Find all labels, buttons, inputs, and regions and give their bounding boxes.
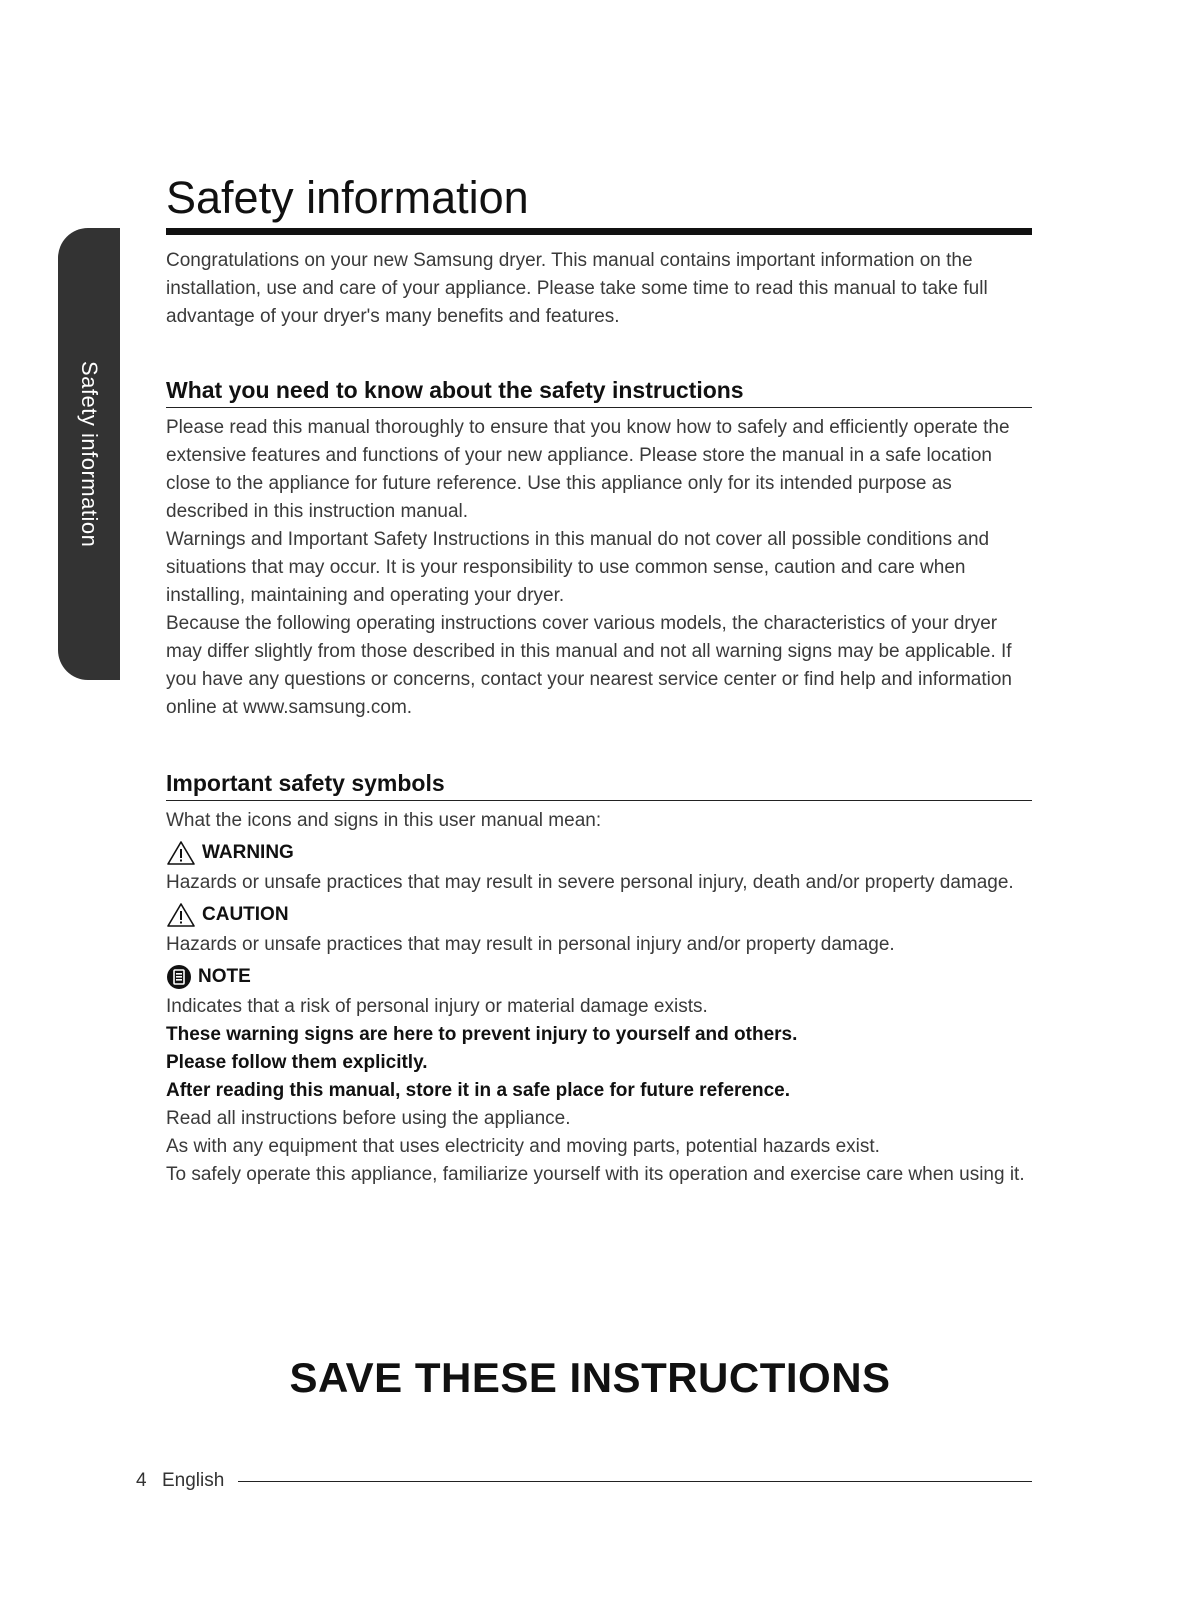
closing-line: As with any equipment that uses electricity and moving parts, potential hazards exist. (166, 1136, 880, 1157)
closing-line: Read all instructions before using the appliance. (166, 1108, 571, 1129)
side-tab (58, 228, 120, 680)
emphasis-line: These warning signs are here to prevent injury to yourself and others. (166, 1024, 798, 1045)
save-instructions-banner: SAVE THESE INSTRUCTIONS (289, 1354, 891, 1401)
page-language: English (162, 1470, 225, 1491)
closing-line: To safely operate this appliance, familiarize yourself with its operation and exercise care when using it. (166, 1164, 1025, 1185)
warning-label-text: WARNING (202, 842, 294, 863)
note-text: Indicates that a risk of personal injury or material damage exists. (166, 996, 708, 1017)
paragraph: Because the following operating instructions cover various models, the characteristics of your dryer may differ slightly from those described in this manual and not all warning signs may be applicable. If you have any questions or concerns, contact your nearest service center or find help and information online at www.samsung.com. (166, 613, 1012, 718)
caution-label (166, 899, 1032, 931)
emphasis-line: After reading this manual, store it in a safe place for future reference. (166, 1080, 791, 1101)
warning-triangle-icon (166, 840, 196, 866)
caution-text: Hazards or unsafe practices that may result in personal injury and/or property damage. (166, 934, 895, 955)
side-tab-label: Safety information (77, 360, 102, 548)
section-safety-symbols (166, 768, 1032, 1189)
warning-label (166, 837, 1032, 869)
caution-label-text: CAUTION (202, 904, 289, 925)
section-safety-instructions (166, 375, 1032, 722)
warning-text: Hazards or unsafe practices that may result in severe personal injury, death and/or property damage. (166, 872, 1014, 893)
warning-triangle-icon (166, 902, 196, 928)
note-icon (166, 964, 192, 990)
emphasis-line: Please follow them explicitly. (166, 1052, 428, 1073)
page-title: Safety information (166, 172, 1032, 235)
page-content (166, 172, 1032, 1189)
section-heading: What you need to know about the safety instructions (166, 375, 1032, 408)
page-number: 4 (136, 1470, 147, 1491)
page-footer (136, 1470, 1032, 1492)
intro-paragraph: Congratulations on your new Samsung dryer. This manual contains important information on the installation, use and care of your appliance. Please take some time to read this manual to take full advantage of your dryer's many benefits and features. (166, 250, 988, 327)
paragraph: Warnings and Important Safety Instructions in this manual do not cover all possible conditions and situations that may occur. It is your responsibility to use common sense, caution and care when installing, maintaining and operating your dryer. (166, 529, 990, 606)
section-heading: Important safety symbols (166, 768, 1032, 801)
note-label (166, 961, 1032, 993)
paragraph: Please read this manual thoroughly to ensure that you know how to safely and efficiently operate the extensive features and functions of your new appliance. Please store the manual in a safe location close to the appliance for future reference. Use this appliance only for its intended purpose as described in this instruction manual. (166, 417, 1010, 522)
symbols-intro: What the icons and signs in this user manual mean: (166, 810, 602, 831)
footer-rule (238, 1481, 1032, 1482)
note-label-text: NOTE (198, 966, 251, 987)
